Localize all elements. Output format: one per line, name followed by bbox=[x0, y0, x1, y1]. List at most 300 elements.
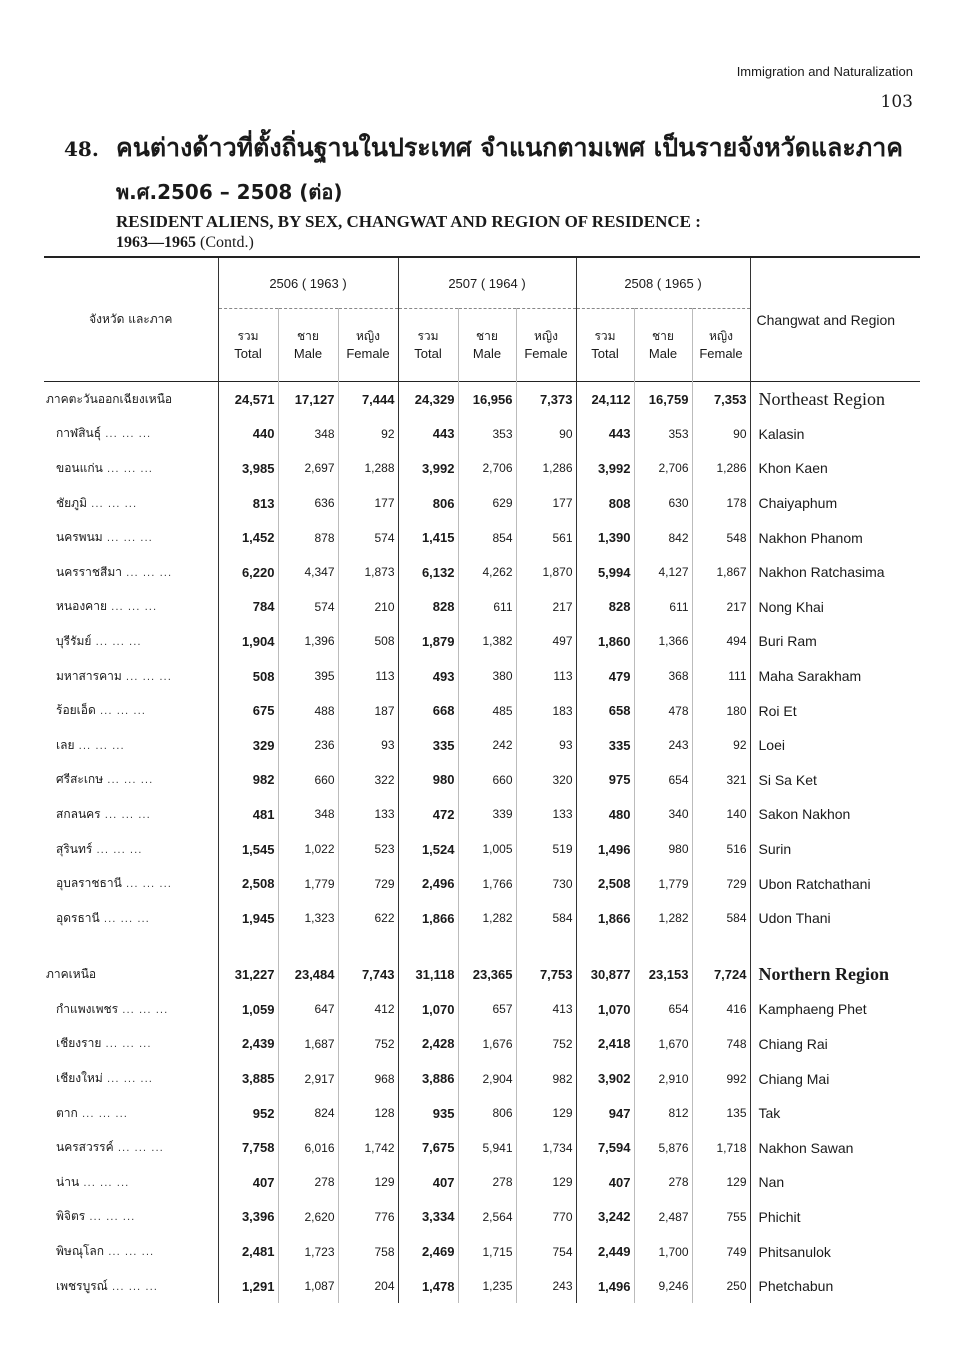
cell-total-1964: 7,675 bbox=[398, 1130, 458, 1165]
subheader-male bbox=[458, 309, 516, 382]
leader-dots: ... ... ... bbox=[103, 775, 154, 787]
changwat-name-english: Sakon Nakhon bbox=[750, 797, 920, 832]
cell-total-1964: 1,524 bbox=[398, 832, 458, 867]
table-row bbox=[44, 590, 920, 625]
leader-dots: ... ... ... bbox=[107, 1281, 158, 1293]
cell-male-1965: 2,706 bbox=[634, 451, 692, 486]
changwat-name-thai bbox=[44, 728, 218, 763]
table-row bbox=[44, 763, 920, 798]
cell-female-1965: 748 bbox=[692, 1027, 750, 1062]
changwat-name-thai bbox=[44, 659, 218, 694]
changwat-name-thai-text: ชัยภูมิ bbox=[56, 495, 87, 510]
cell-male-1963: 1,723 bbox=[278, 1234, 338, 1269]
spacer-row bbox=[44, 936, 920, 958]
cell-total-1963: 813 bbox=[218, 486, 278, 521]
table-row bbox=[44, 1096, 920, 1131]
subheader-male bbox=[278, 309, 338, 382]
cell-total-1964: 493 bbox=[398, 659, 458, 694]
cell-total-1965: 335 bbox=[576, 728, 634, 763]
changwat-name-thai-text: นครพนม bbox=[56, 530, 103, 545]
cell-female-1963: 92 bbox=[338, 417, 398, 452]
cell-female-1964: 243 bbox=[516, 1269, 576, 1304]
changwat-name-english: Nakhon Ratchasima bbox=[750, 555, 920, 590]
cell-male-1965: 1,779 bbox=[634, 866, 692, 901]
cell-total-1964: 24,329 bbox=[398, 382, 458, 417]
subheader-thai: หญิง bbox=[709, 329, 733, 343]
cell-male-1963: 574 bbox=[278, 590, 338, 625]
running-head: Immigration and Naturalization bbox=[736, 64, 913, 79]
leader-dots: ... ... ... bbox=[95, 706, 146, 718]
cell-female-1964: 1,870 bbox=[516, 555, 576, 590]
cell-female-1964: 730 bbox=[516, 866, 576, 901]
changwat-name-english: Phetchabun bbox=[750, 1269, 920, 1304]
subheader-thai: รวม bbox=[417, 329, 439, 343]
changwat-name-english: Buri Ram bbox=[750, 624, 920, 659]
leader-dots: ... ... ... bbox=[99, 913, 150, 925]
cell-total-1963: 1,452 bbox=[218, 520, 278, 555]
changwat-name-thai-text: สุรินทร์ bbox=[56, 841, 93, 856]
region-row bbox=[44, 382, 920, 417]
cell-female-1964: 217 bbox=[516, 590, 576, 625]
cell-female-1965: 250 bbox=[692, 1269, 750, 1304]
cell-total-1965: 479 bbox=[576, 659, 634, 694]
cell-total-1963: 1,545 bbox=[218, 832, 278, 867]
table-row bbox=[44, 1165, 920, 1200]
changwat-name-english: Nong Khai bbox=[750, 590, 920, 625]
changwat-name-english: Loei bbox=[750, 728, 920, 763]
cell-female-1965: 548 bbox=[692, 520, 750, 555]
table-row bbox=[44, 624, 920, 659]
changwat-name-english: Surin bbox=[750, 832, 920, 867]
changwat-name-thai-text: ร้อยเอ็ด bbox=[56, 703, 96, 718]
cell-female-1963: 574 bbox=[338, 520, 398, 555]
cell-total-1965: 1,860 bbox=[576, 624, 634, 659]
table-row bbox=[44, 520, 920, 555]
cell-female-1964: 584 bbox=[516, 901, 576, 936]
table-row bbox=[44, 866, 920, 901]
cell-male-1965: 1,282 bbox=[634, 901, 692, 936]
cell-female-1963: 776 bbox=[338, 1200, 398, 1235]
cell-total-1964: 3,886 bbox=[398, 1061, 458, 1096]
cell-total-1963: 1,945 bbox=[218, 901, 278, 936]
cell-total-1965: 658 bbox=[576, 693, 634, 728]
changwat-name-thai-text: ศรีสะเกษ bbox=[56, 772, 104, 787]
cell-male-1964: 5,941 bbox=[458, 1130, 516, 1165]
subheader-english: Total bbox=[414, 346, 442, 361]
cell-total-1965: 1,070 bbox=[576, 992, 634, 1027]
table-row bbox=[44, 451, 920, 486]
cell-male-1963: 2,620 bbox=[278, 1200, 338, 1235]
subheader-total bbox=[576, 309, 634, 382]
cell-total-1965: 975 bbox=[576, 763, 634, 798]
table-row bbox=[44, 1200, 920, 1235]
changwat-name-thai bbox=[44, 1234, 218, 1269]
cell-total-1965: 3,242 bbox=[576, 1200, 634, 1235]
changwat-name-english: Kamphaeng Phet bbox=[750, 992, 920, 1027]
cell-female-1964: 770 bbox=[516, 1200, 576, 1235]
cell-female-1963: 7,743 bbox=[338, 958, 398, 993]
cell-male-1963: 878 bbox=[278, 520, 338, 555]
cell-male-1963: 1,087 bbox=[278, 1269, 338, 1304]
cell-total-1963: 3,985 bbox=[218, 451, 278, 486]
cell-male-1965: 630 bbox=[634, 486, 692, 521]
cell-total-1964: 980 bbox=[398, 763, 458, 798]
cell-total-1963: 1,904 bbox=[218, 624, 278, 659]
changwat-name-thai bbox=[44, 555, 218, 590]
changwat-name-thai-text: อุดรธานี bbox=[56, 910, 100, 925]
cell-female-1964: 183 bbox=[516, 693, 576, 728]
cell-female-1963: 622 bbox=[338, 901, 398, 936]
changwat-name-english: Chiang Mai bbox=[750, 1061, 920, 1096]
cell-male-1963: 1,779 bbox=[278, 866, 338, 901]
changwat-name-english: Phichit bbox=[750, 1200, 920, 1235]
cell-female-1963: 968 bbox=[338, 1061, 398, 1096]
cell-female-1965: 90 bbox=[692, 417, 750, 452]
cell-male-1963: 488 bbox=[278, 693, 338, 728]
cell-total-1964: 935 bbox=[398, 1096, 458, 1131]
cell-female-1963: 523 bbox=[338, 832, 398, 867]
changwat-name-thai-text: หนองคาย bbox=[56, 599, 107, 614]
cell-total-1965: 828 bbox=[576, 590, 634, 625]
cell-female-1963: 129 bbox=[338, 1165, 398, 1200]
cell-total-1965: 947 bbox=[576, 1096, 634, 1131]
changwat-name-thai bbox=[44, 417, 218, 452]
cell-total-1965: 3,902 bbox=[576, 1061, 634, 1096]
cell-male-1965: 654 bbox=[634, 763, 692, 798]
subheader-english: Male bbox=[472, 346, 502, 361]
cell-female-1964: 129 bbox=[516, 1165, 576, 1200]
cell-total-1964: 3,992 bbox=[398, 451, 458, 486]
table-row bbox=[44, 555, 920, 590]
cell-total-1964: 1,415 bbox=[398, 520, 458, 555]
year-header-1965: 2508 ( 1965 ) bbox=[576, 257, 750, 309]
cell-total-1963: 982 bbox=[218, 763, 278, 798]
cell-female-1963: 113 bbox=[338, 659, 398, 694]
changwat-name-thai-text: เลย bbox=[56, 737, 75, 752]
cell-male-1964: 660 bbox=[458, 763, 516, 798]
cell-female-1963: 1,873 bbox=[338, 555, 398, 590]
cell-female-1963: 758 bbox=[338, 1234, 398, 1269]
leader-dots: ... ... ... bbox=[121, 879, 172, 891]
cell-total-1965: 2,508 bbox=[576, 866, 634, 901]
cell-female-1964: 129 bbox=[516, 1096, 576, 1131]
table-row bbox=[44, 992, 920, 1027]
subheader-thai: ชาย bbox=[652, 329, 674, 343]
cell-male-1963: 1,022 bbox=[278, 832, 338, 867]
subheader-english: Female bbox=[524, 346, 568, 361]
subheader-thai: ชาย bbox=[476, 329, 498, 343]
cell-male-1964: 4,262 bbox=[458, 555, 516, 590]
cell-male-1965: 812 bbox=[634, 1096, 692, 1131]
cell-female-1965: 180 bbox=[692, 693, 750, 728]
cell-male-1963: 2,917 bbox=[278, 1061, 338, 1096]
cell-male-1964: 629 bbox=[458, 486, 516, 521]
changwat-name-thai bbox=[44, 1061, 218, 1096]
cell-female-1963: 93 bbox=[338, 728, 398, 763]
table-row bbox=[44, 693, 920, 728]
cell-male-1963: 660 bbox=[278, 763, 338, 798]
cell-female-1963: 412 bbox=[338, 992, 398, 1027]
changwat-name-thai-text: น่าน bbox=[56, 1174, 80, 1189]
changwat-name-english: Kalasin bbox=[750, 417, 920, 452]
cell-female-1963: 729 bbox=[338, 866, 398, 901]
cell-total-1963: 31,227 bbox=[218, 958, 278, 993]
title-contd: (Contd.) bbox=[200, 234, 254, 251]
cell-male-1964: 278 bbox=[458, 1165, 516, 1200]
title-years: 1963—1965 bbox=[116, 234, 196, 251]
year-header-1963: 2506 ( 1963 ) bbox=[218, 257, 398, 309]
changwat-name-thai-text: ภาคตะวันออกเฉียงเหนือ bbox=[46, 391, 173, 406]
cell-total-1965: 5,994 bbox=[576, 555, 634, 590]
cell-female-1964: 413 bbox=[516, 992, 576, 1027]
cell-male-1963: 1,687 bbox=[278, 1027, 338, 1062]
cell-female-1964: 90 bbox=[516, 417, 576, 452]
changwat-name-thai bbox=[44, 486, 218, 521]
cell-male-1963: 824 bbox=[278, 1096, 338, 1131]
subheader-thai: หญิง bbox=[356, 329, 380, 343]
changwat-name-thai-text: นครสวรรค์ bbox=[56, 1140, 114, 1155]
cell-total-1964: 6,132 bbox=[398, 555, 458, 590]
cell-male-1963: 348 bbox=[278, 417, 338, 452]
cell-male-1965: 368 bbox=[634, 659, 692, 694]
table-row bbox=[44, 832, 920, 867]
cell-female-1965: 135 bbox=[692, 1096, 750, 1131]
cell-female-1964: 519 bbox=[516, 832, 576, 867]
leader-dots: ... ... ... bbox=[79, 1177, 130, 1189]
cell-total-1963: 3,396 bbox=[218, 1200, 278, 1235]
changwat-name-thai-text: ตาก bbox=[56, 1105, 78, 1120]
cell-total-1965: 1,390 bbox=[576, 520, 634, 555]
title-english-line2 bbox=[116, 234, 924, 252]
cell-male-1964: 657 bbox=[458, 992, 516, 1027]
cell-female-1964: 561 bbox=[516, 520, 576, 555]
cell-total-1963: 7,758 bbox=[218, 1130, 278, 1165]
cell-male-1964: 1,282 bbox=[458, 901, 516, 936]
subheader-thai: รวม bbox=[594, 329, 616, 343]
cell-female-1963: 508 bbox=[338, 624, 398, 659]
changwat-name-english: Phitsanulok bbox=[750, 1234, 920, 1269]
cell-male-1964: 854 bbox=[458, 520, 516, 555]
changwat-name-thai bbox=[44, 1165, 218, 1200]
changwat-name-thai bbox=[44, 958, 218, 993]
title-english-line1: RESIDENT ALIENS, BY SEX, CHANGWAT AND REGION OF RESIDENCE : bbox=[116, 212, 701, 231]
cell-female-1965: 584 bbox=[692, 901, 750, 936]
subheader-english: Male bbox=[648, 346, 678, 361]
changwat-name-english: Nakhon Phanom bbox=[750, 520, 920, 555]
cell-male-1965: 611 bbox=[634, 590, 692, 625]
leader-dots: ... ... ... bbox=[102, 1074, 153, 1086]
leader-dots: ... ... ... bbox=[106, 602, 158, 614]
cell-male-1965: 1,700 bbox=[634, 1234, 692, 1269]
cell-total-1964: 828 bbox=[398, 590, 458, 625]
leader-dots: ... ... ... bbox=[100, 809, 151, 821]
cell-male-1964: 16,956 bbox=[458, 382, 516, 417]
changwat-name-thai-text: ขอนแก่น bbox=[56, 460, 103, 475]
cell-total-1964: 1,866 bbox=[398, 901, 458, 936]
subheader-female bbox=[692, 309, 750, 382]
changwat-name-english: Nan bbox=[750, 1165, 920, 1200]
changwat-name-english: Northern Region bbox=[750, 958, 920, 993]
changwat-name-thai-text: กาฬสินธุ์ bbox=[56, 426, 102, 441]
changwat-name-thai bbox=[44, 866, 218, 901]
cell-total-1964: 1,070 bbox=[398, 992, 458, 1027]
cell-total-1964: 443 bbox=[398, 417, 458, 452]
cell-female-1965: 1,718 bbox=[692, 1130, 750, 1165]
changwat-name-english: Maha Sarakham bbox=[750, 659, 920, 694]
cell-total-1965: 407 bbox=[576, 1165, 634, 1200]
changwat-name-thai bbox=[44, 382, 218, 417]
cell-female-1964: 7,373 bbox=[516, 382, 576, 417]
table-row bbox=[44, 486, 920, 521]
cell-female-1963: 204 bbox=[338, 1269, 398, 1304]
cell-female-1965: 92 bbox=[692, 728, 750, 763]
changwat-name-english: Northeast Region bbox=[750, 382, 920, 417]
cell-female-1965: 7,353 bbox=[692, 382, 750, 417]
cell-total-1964: 335 bbox=[398, 728, 458, 763]
resident-aliens-table bbox=[44, 256, 920, 1303]
changwat-name-thai bbox=[44, 693, 218, 728]
cell-total-1963: 3,885 bbox=[218, 1061, 278, 1096]
subheader-english: Female bbox=[346, 346, 390, 361]
leader-dots: ... ... ... bbox=[101, 1039, 152, 1051]
leader-dots: ... ... ... bbox=[121, 567, 173, 579]
cell-total-1965: 1,866 bbox=[576, 901, 634, 936]
cell-male-1965: 654 bbox=[634, 992, 692, 1027]
cell-total-1963: 6,220 bbox=[218, 555, 278, 590]
cell-total-1965: 2,418 bbox=[576, 1027, 634, 1062]
cell-male-1964: 339 bbox=[458, 797, 516, 832]
changwat-name-thai-text: เชียงใหม่ bbox=[56, 1071, 103, 1086]
subheader-total bbox=[218, 309, 278, 382]
leader-dots: ... ... ... bbox=[87, 498, 138, 510]
changwat-name-thai-text: พิษณุโลก bbox=[56, 1244, 105, 1259]
leader-dots: ... ... ... bbox=[121, 671, 172, 683]
changwat-name-english: Chiang Rai bbox=[750, 1027, 920, 1062]
cell-male-1963: 23,484 bbox=[278, 958, 338, 993]
changwat-name-thai bbox=[44, 590, 218, 625]
cell-female-1963: 177 bbox=[338, 486, 398, 521]
table-number: 48. bbox=[64, 137, 99, 161]
cell-total-1963: 508 bbox=[218, 659, 278, 694]
cell-total-1963: 2,439 bbox=[218, 1027, 278, 1062]
cell-male-1965: 23,153 bbox=[634, 958, 692, 993]
subheader-english: Total bbox=[591, 346, 619, 361]
subheader-english: Female bbox=[699, 346, 743, 361]
subheader-male bbox=[634, 309, 692, 382]
cell-male-1965: 1,366 bbox=[634, 624, 692, 659]
table-row bbox=[44, 728, 920, 763]
cell-male-1963: 278 bbox=[278, 1165, 338, 1200]
cell-female-1964: 177 bbox=[516, 486, 576, 521]
cell-total-1964: 2,496 bbox=[398, 866, 458, 901]
cell-male-1964: 23,365 bbox=[458, 958, 516, 993]
leader-dots: ... ... ... bbox=[92, 844, 143, 856]
cell-female-1964: 1,286 bbox=[516, 451, 576, 486]
changwat-name-english: Nakhon Sawan bbox=[750, 1130, 920, 1165]
cell-male-1964: 1,766 bbox=[458, 866, 516, 901]
changwat-name-thai bbox=[44, 520, 218, 555]
cell-female-1964: 320 bbox=[516, 763, 576, 798]
cell-male-1964: 485 bbox=[458, 693, 516, 728]
cell-male-1965: 5,876 bbox=[634, 1130, 692, 1165]
cell-total-1965: 443 bbox=[576, 417, 634, 452]
cell-male-1963: 647 bbox=[278, 992, 338, 1027]
cell-female-1964: 113 bbox=[516, 659, 576, 694]
table-row bbox=[44, 659, 920, 694]
cell-female-1965: 178 bbox=[692, 486, 750, 521]
cell-male-1964: 611 bbox=[458, 590, 516, 625]
cell-male-1965: 1,670 bbox=[634, 1027, 692, 1062]
cell-male-1964: 1,676 bbox=[458, 1027, 516, 1062]
leader-dots: ... ... ... bbox=[102, 533, 153, 545]
cell-total-1965: 2,449 bbox=[576, 1234, 634, 1269]
leader-dots: ... ... ... bbox=[77, 1108, 128, 1120]
changwat-name-thai bbox=[44, 1200, 218, 1235]
changwat-name-thai-text: บุรีรัมย์ bbox=[56, 633, 92, 648]
changwat-name-thai-text: ภาคเหนือ bbox=[46, 967, 97, 982]
cell-female-1965: 140 bbox=[692, 797, 750, 832]
changwat-name-thai bbox=[44, 832, 218, 867]
cell-male-1965: 980 bbox=[634, 832, 692, 867]
cell-male-1964: 1,005 bbox=[458, 832, 516, 867]
cell-male-1963: 1,396 bbox=[278, 624, 338, 659]
cell-total-1963: 481 bbox=[218, 797, 278, 832]
cell-male-1965: 4,127 bbox=[634, 555, 692, 590]
table-row bbox=[44, 1130, 920, 1165]
cell-male-1963: 17,127 bbox=[278, 382, 338, 417]
cell-female-1964: 1,734 bbox=[516, 1130, 576, 1165]
cell-total-1964: 3,334 bbox=[398, 1200, 458, 1235]
cell-male-1963: 1,323 bbox=[278, 901, 338, 936]
table-body bbox=[44, 382, 920, 1304]
leader-dots: ... ... ... bbox=[74, 740, 125, 752]
cell-female-1965: 516 bbox=[692, 832, 750, 867]
cell-female-1965: 217 bbox=[692, 590, 750, 625]
leader-dots: ... ... ... bbox=[91, 636, 142, 648]
cell-total-1965: 1,496 bbox=[576, 1269, 634, 1304]
cell-female-1963: 187 bbox=[338, 693, 398, 728]
changwat-name-thai-text: เพชรบูรณ์ bbox=[56, 1278, 108, 1293]
cell-male-1964: 1,382 bbox=[458, 624, 516, 659]
changwat-name-english: Roi Et bbox=[750, 693, 920, 728]
cell-female-1965: 129 bbox=[692, 1165, 750, 1200]
cell-female-1963: 210 bbox=[338, 590, 398, 625]
subheader-thai: ชาย bbox=[297, 329, 319, 343]
cell-female-1965: 749 bbox=[692, 1234, 750, 1269]
cell-male-1964: 1,235 bbox=[458, 1269, 516, 1304]
changwat-name-english: Udon Thani bbox=[750, 901, 920, 936]
page-number: 103 bbox=[880, 92, 913, 112]
changwat-name-thai bbox=[44, 992, 218, 1027]
subheader-female bbox=[516, 309, 576, 382]
changwat-name-thai bbox=[44, 1027, 218, 1062]
cell-female-1963: 1,742 bbox=[338, 1130, 398, 1165]
changwat-name-thai-text: เชียงราย bbox=[56, 1036, 102, 1051]
cell-total-1965: 30,877 bbox=[576, 958, 634, 993]
table-row bbox=[44, 1269, 920, 1304]
changwat-name-thai-text: อุบลราชธานี bbox=[56, 876, 122, 891]
table-title bbox=[64, 128, 924, 252]
table-row bbox=[44, 1027, 920, 1062]
cell-male-1963: 6,016 bbox=[278, 1130, 338, 1165]
changwat-name-thai bbox=[44, 1269, 218, 1304]
table-row bbox=[44, 417, 920, 452]
cell-female-1964: 982 bbox=[516, 1061, 576, 1096]
changwat-name-thai bbox=[44, 1130, 218, 1165]
cell-male-1965: 2,487 bbox=[634, 1200, 692, 1235]
cell-total-1965: 1,496 bbox=[576, 832, 634, 867]
cell-female-1965: 111 bbox=[692, 659, 750, 694]
